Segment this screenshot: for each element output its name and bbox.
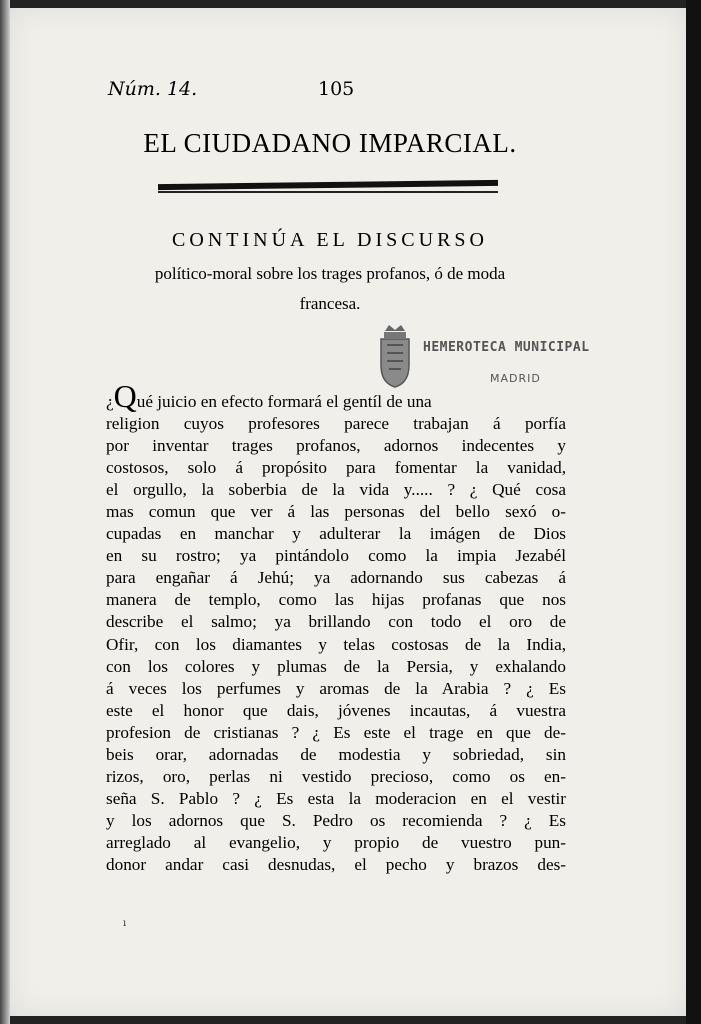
body-line: seña S. Pablo ? ¿ Es esta la moderacion en el vestir [106,788,566,808]
body-line: religion cuyos profesores parece trabajan á porfía [106,414,566,434]
coat-of-arms-icon [375,325,415,389]
body-line: cupadas en manchar y adulterar la imágen de Dios [106,524,566,544]
body-line: en su rostro; ya pintándolo como la impia Jezabél [106,546,566,566]
opening-question-mark: ¿ [106,392,114,411]
body-line: profesion de cristianas ? ¿ Es este el trage en que de- [106,722,566,742]
body-line: costosos, solo á propósito para fomentar la vanidad, [106,458,566,478]
book-spine-shadow [0,0,10,1024]
body-line: Ofir, con los diamantes y telas costosas de la India, [106,634,566,654]
body-line: describe el salmo; ya brillando con todo el oro de [106,612,566,632]
issue-number: Núm. 14. [108,78,198,100]
stamp-institution: HEMEROTECA MUNICIPAL [423,340,590,355]
printer-mark: ı [123,918,127,929]
body-line: mas comun que ver á las personas del bello sexó o- [106,502,566,522]
stamp-city: MADRID [490,372,541,385]
body-line: beis orar, adornadas de modestia y sobriedad, sin [106,744,566,764]
article-subheading-line2: francesa. [299,294,361,313]
body-line: este el honor que dais, jóvenes incautas, á vuestra [106,700,566,720]
body-line: y los adornos que S. Pedro os recomienda ? ¿ Es [106,810,566,830]
body-line: con los colores y plumas de la Persia, y exhalando [106,656,566,676]
first-line-text: ué juicio en efecto formará el gentíl de una [136,392,432,411]
library-stamp [375,325,605,390]
newspaper-title: EL CIUDADANO IMPARCIAL. [143,128,517,158]
title-rule-thin [158,191,498,193]
body-line: manera de templo, como las hijas profanas que nos [106,590,566,610]
body-line: el orgullo, la soberbia de la vida y..... ? ¿ Qué cosa [106,480,566,500]
body-line: á veces los perfumes y aromas de la Arabia ? ¿ Es [106,678,566,698]
body-line: rizos, oro, perlas ni vestido precioso, como os en- [106,766,566,786]
drop-cap: Q [113,378,137,414]
body-line: arreglado al evangelio, y propio de vuestro pun- [106,832,566,852]
scan-border [686,0,701,1024]
page-number: 105 [318,78,355,100]
article-heading: CONTINÚA EL DISCURSO [172,229,488,251]
body-line: para engañar á Jehú; ya adornando sus cabezas á [106,568,566,588]
body-line: donor andar casi desnudas, el pecho y brazos des- [106,854,566,874]
article-subheading-line1: político-moral sobre los trages profanos, ó de moda [154,264,506,283]
body-line: por inventar trages profanos, adornos indecentes y [106,436,566,456]
